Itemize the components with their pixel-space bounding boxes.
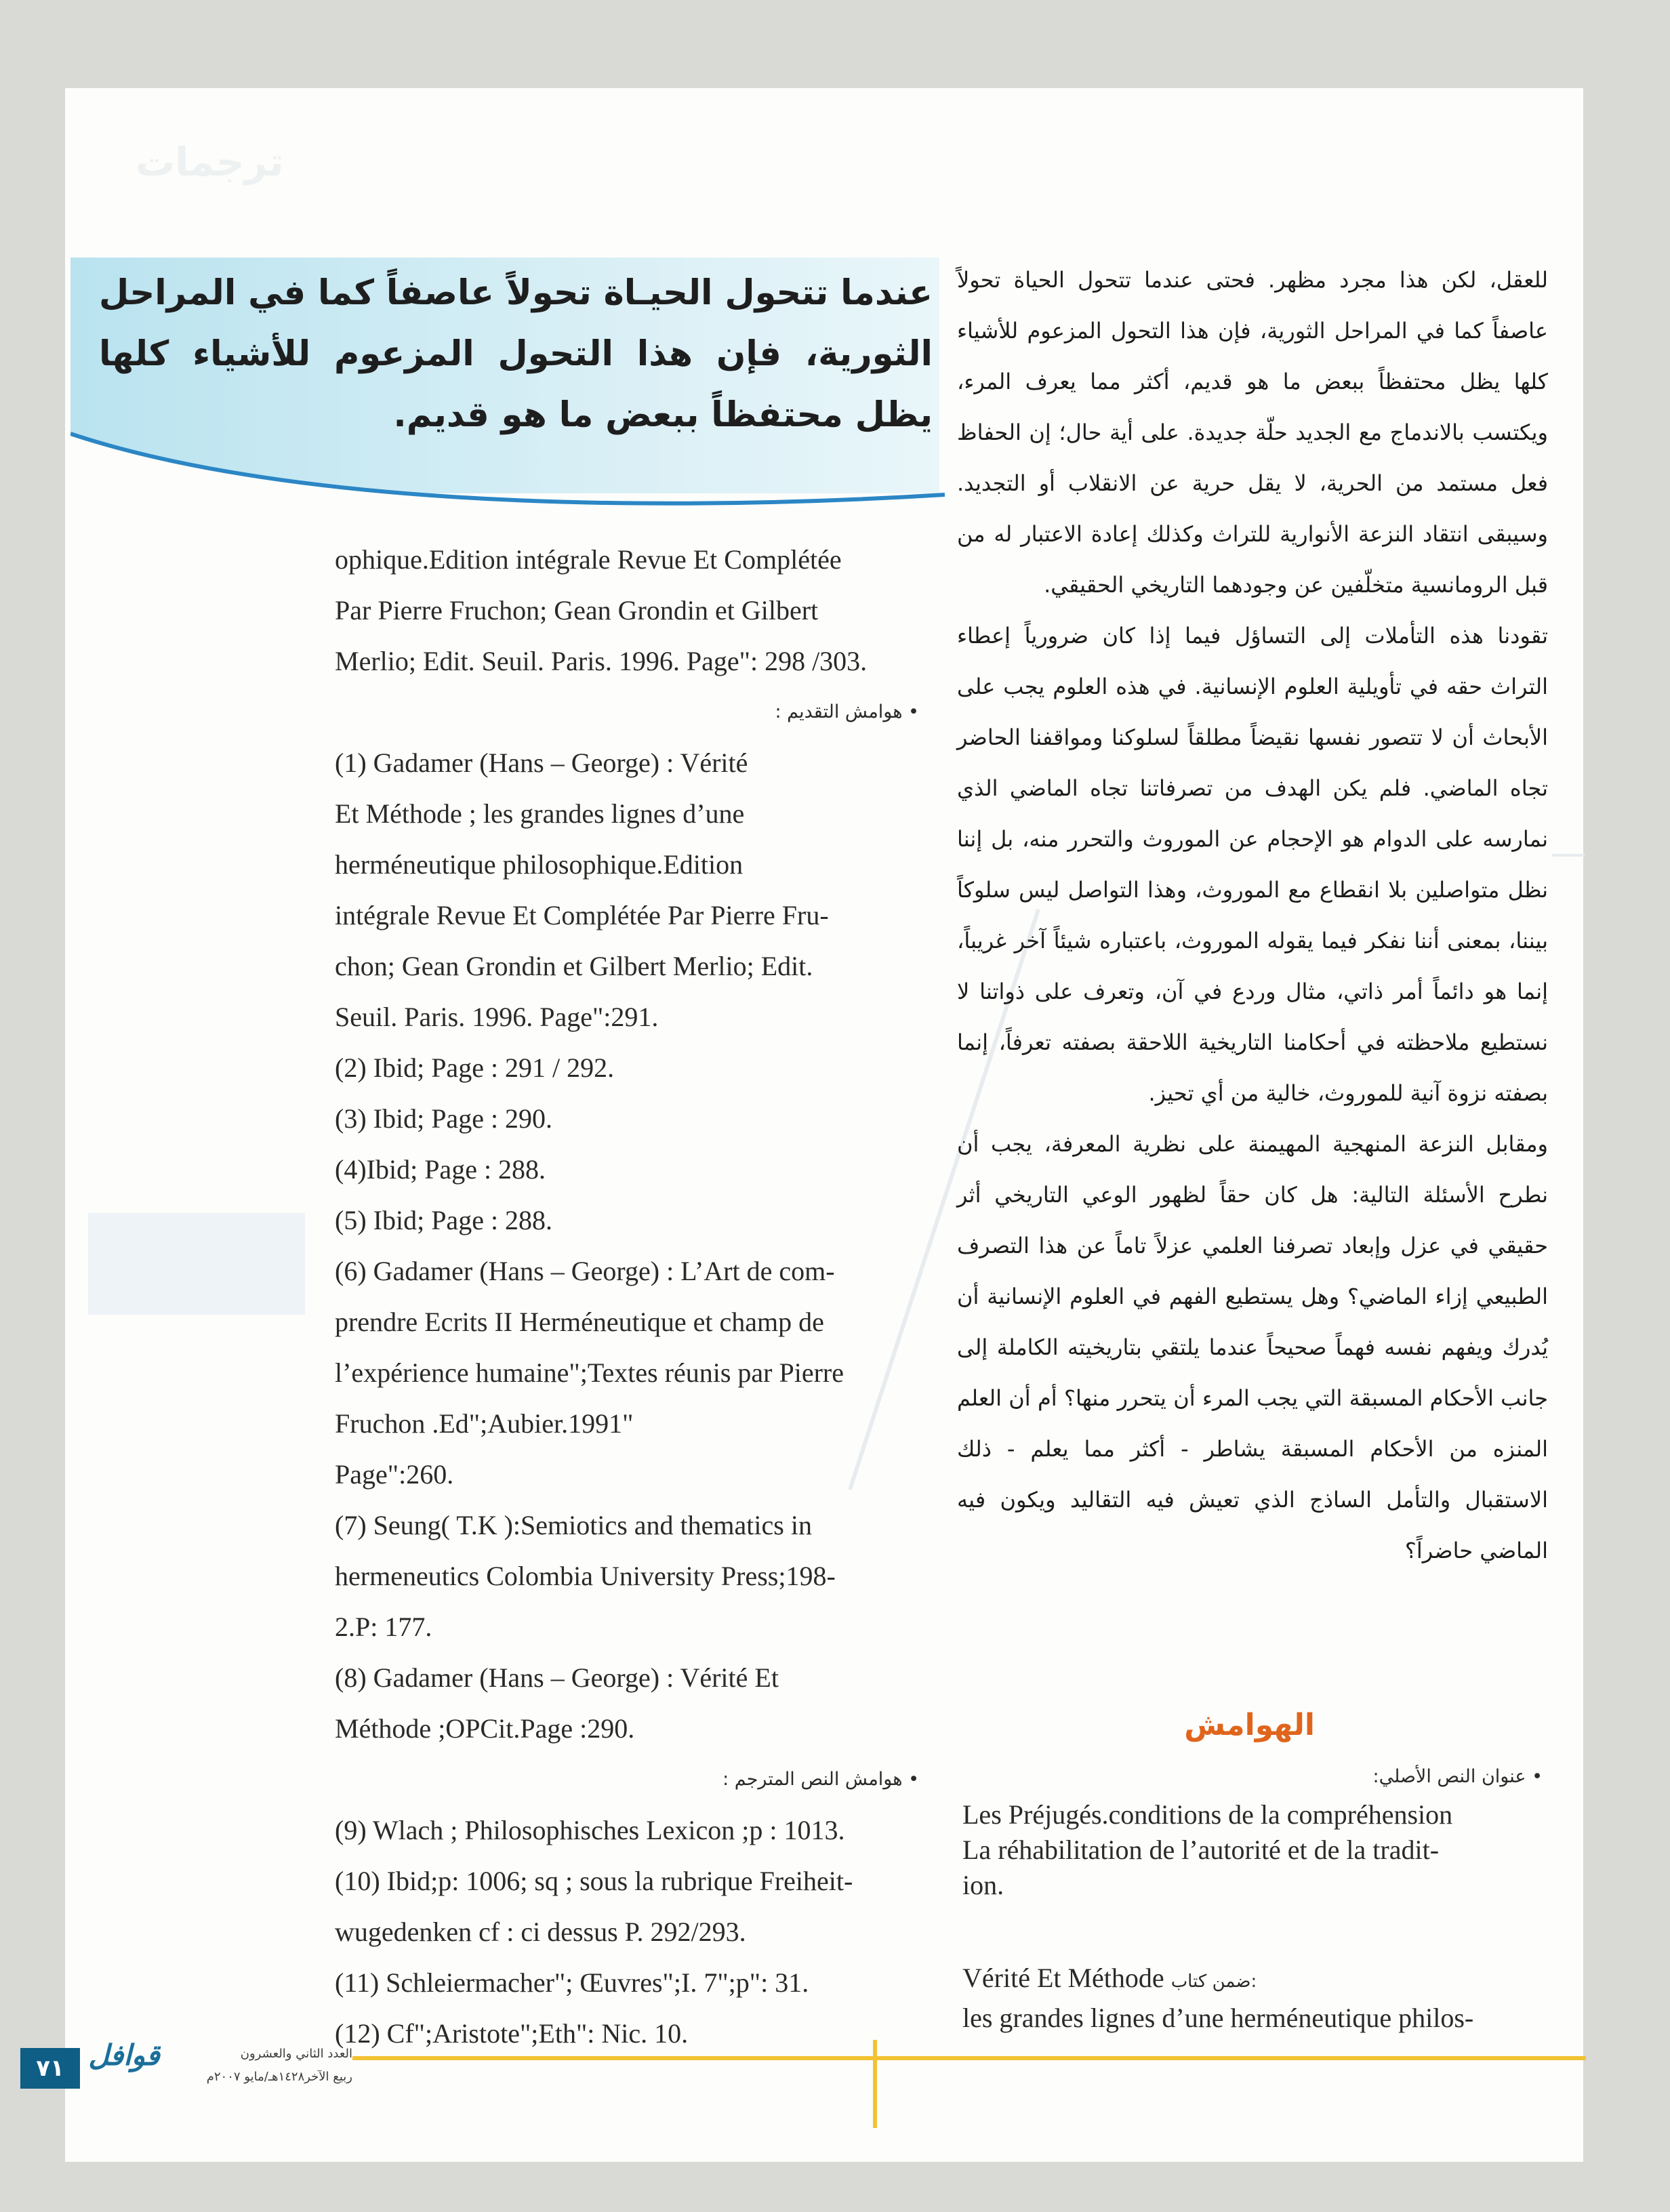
reference-line: (7) Seung( T.K ):Semiotics and thematics in: [335, 1510, 812, 1540]
reference-line: chon; Gean Grondin et Gilbert Merlio; Edit.: [335, 951, 813, 981]
reference-line: Par Pierre Fruchon; Gean Grondin et Gilbert: [335, 595, 819, 626]
reference-line: (10) Ibid;p: 1006; sq ; sous la rubrique Freiheit-: [335, 1866, 853, 1896]
translated-notes-header: • هوامش النص المترجم :: [722, 1769, 919, 1790]
reference-line: Et Méthode ; les grandes lignes d’une: [335, 798, 745, 829]
book-reference: [962, 1960, 1545, 2036]
book-reference-line: les grandes lignes d’une herméneutique philos-: [962, 2003, 1474, 2033]
body-paragraph: للعقل، لكن هذا مجرد مظهر. فحتى عندما تتحول الحياة تحولاً عاصفاً كما في المراحل الثورية، فإن هذا التحول المزعوم للأشياء كلها يظل محتفظاً ببعض ما هو قديم، أكثر مما يعرف المرء، ويكتسب بالاندماج مع الجديد حلّة جديدة. على أية حال؛ إن الحفاظ فعل مستمد من الحرية، لا يقل حرية عن الانقلاب أو التجديد. وسيبقى انتقاد النزعة الأنوارية للتراث وكذلك إعادة الاعتبار له من قبل الرومانسية متخلّفين عن وجودهما التاريخي الحقيقي.: [957, 267, 1548, 598]
reference-line: (11) Schleiermacher"; Œuvres";I. 7";p": 31.: [335, 1967, 809, 1998]
page-number: ٧١: [20, 2048, 80, 2089]
decorative-line: [1552, 854, 1585, 857]
arabic-body-column: [957, 255, 1548, 1576]
reference-line: 2.P: 177.: [335, 1612, 432, 1642]
book-label: ضمن كتاب:: [1170, 1971, 1257, 1992]
reference-line: Seuil. Paris. 1996. Page":291.: [335, 1002, 659, 1032]
references-column: [335, 534, 924, 2059]
original-title-label: • عنوان النص الأصلي:: [1372, 1766, 1543, 1787]
reference-line: Méthode ;OPCit.Page :290.: [335, 1713, 635, 1744]
issue-number: العدد الثاني والعشرون: [240, 2047, 352, 2061]
original-title-line: ion.: [962, 1870, 1004, 1900]
reference-line: wugedenken cf : ci dessus P. 292/293.: [335, 1917, 746, 1947]
reference-line: (2) Ibid; Page : 291 / 292.: [335, 1052, 615, 1083]
footer-rule-vertical: [873, 2040, 877, 2128]
reference-line: herméneutique philosophique.Edition: [335, 849, 744, 880]
reference-line: (4)Ibid; Page : 288.: [335, 1154, 546, 1185]
notes-heading: الهوامش: [1184, 1708, 1315, 1742]
reference-line: (12) Cf";Aristote";Eth": Nic. 10.: [335, 2018, 689, 2049]
book-title: Vérité Et Méthode: [962, 1963, 1171, 1993]
body-paragraph: تقودنا هذه التأملات إلى التساؤل فيما إذا كان ضرورياً إعطاء التراث حقه في تأويلية العلوم الإنسانية. في هذه العلوم يجب على الأبحاث أن لا تتصور نفسها نقيضاً مطلقاً لسلوكنا ومواقفنا الحاضر تجاه الماضي. فلم يكن الهدف من تصرفاتنا تجاه الماضي الذي نمارسه على الدوام هو الإحجام عن الموروث والتحرر منه، بل إننا نظل متواصلين بلا انقطاع مع الموروث، وهذا التواصل ليس سلوكاً بيننا، بمعنى أننا نفكر فيما يقوله الموروث، باعتباره شيئاً آخر غريباً، إنما هو دائماً أمر ذاتي، مثال وردع في آن، وتعرف على ذواتنا لا نستطيع ملاحظته في أحكامنا التاريخية اللاحقة بصفته تعرفاً، إنما بصفته نزوة آنية للموروث، خالية من أي تحيز.: [957, 623, 1548, 1106]
reference-line: (6) Gadamer (Hans – George) : L’Art de com-: [335, 1256, 835, 1286]
reference-line: (8) Gadamer (Hans – George) : Vérité Et: [335, 1662, 779, 1693]
section-ghost-heading: ترجمات: [136, 139, 284, 185]
reference-line: l’expérience humaine";Textes réunis par Pierre: [335, 1357, 844, 1388]
issue-info: [156, 2043, 352, 2089]
footer-rule: [352, 2056, 1586, 2060]
reference-line: Fruchon .Ed";Aubier.1991": [335, 1408, 634, 1439]
reference-line: (3) Ibid; Page : 290.: [335, 1103, 553, 1134]
book-reference-line: [962, 1960, 1545, 2000]
reference-line: Page":260.: [335, 1459, 454, 1490]
reference-line: (1) Gadamer (Hans – George) : Vérité: [335, 747, 748, 778]
reference-line: (9) Wlach ; Philosophisches Lexicon ;p : 1013.: [335, 1815, 845, 1845]
magazine-logo: قوافل: [88, 2039, 160, 2072]
reference-line: prendre Ecrits II Herméneutique et champ de: [335, 1307, 824, 1337]
reference-line: hermeneutics Colombia University Press;198-: [335, 1561, 836, 1591]
original-title-line: La réhabilitation de l’autorité et de la tradit-: [962, 1835, 1440, 1865]
body-paragraph: ومقابل النزعة المنهجية المهيمنة على نظرية المعرفة، يجب أن نطرح الأسئلة التالية: هل كان حقاً لظهور الوعي التاريخي أثر حقيقي في عزل وإبعاد تصرفنا العلمي عزلاً تاماً عن هذا التصرف الطبيعي إزاء الماضي؟ وهل يستطيع الفهم في العلوم الإنسانية أن يُدرك ويفهم نفسه فهماً صحيحاً عندما يلتقي بتاريخيته الكاملة إلى جانب الأحكام المسبقة التي يجب المرء أن يتحرر منها؟ أم أن العلم المنزه من الأحكام المسبقة يشاطر - أكثر مما يعلم - ذلك الاستقبال والتأمل الساذج الذي تعيش فيه التقاليد ويكون فيه الماضي حاضراً؟: [957, 1131, 1548, 1563]
issue-date: ربيع الآخر١٤٢٨هـ/مايو ٢٠٠٧م: [206, 2070, 352, 2084]
reference-line: intégrale Revue Et Complétée Par Pierre Fru-: [335, 900, 829, 930]
reference-line: Merlio; Edit. Seuil. Paris. 1996. Page": 298 /303.: [335, 646, 868, 676]
decorative-box: [88, 1213, 305, 1315]
reference-line: (5) Ibid; Page : 288.: [335, 1205, 553, 1235]
original-title-line: Les Préjugés.conditions de la compréhension: [962, 1799, 1453, 1830]
reference-line: ophique.Edition intégrale Revue Et Complétée: [335, 544, 842, 575]
original-title: [962, 1797, 1545, 1903]
intro-notes-header: • هوامش التقديم :: [775, 701, 919, 722]
pull-quote: عندما تتحول الحيـاة تحولاً عاصفاً كما في المراحل الثورية، فإن هذا التحول المزعوم للأشياء كلها يظل محتفظاً ببعض ما هو قديم.: [99, 273, 933, 435]
